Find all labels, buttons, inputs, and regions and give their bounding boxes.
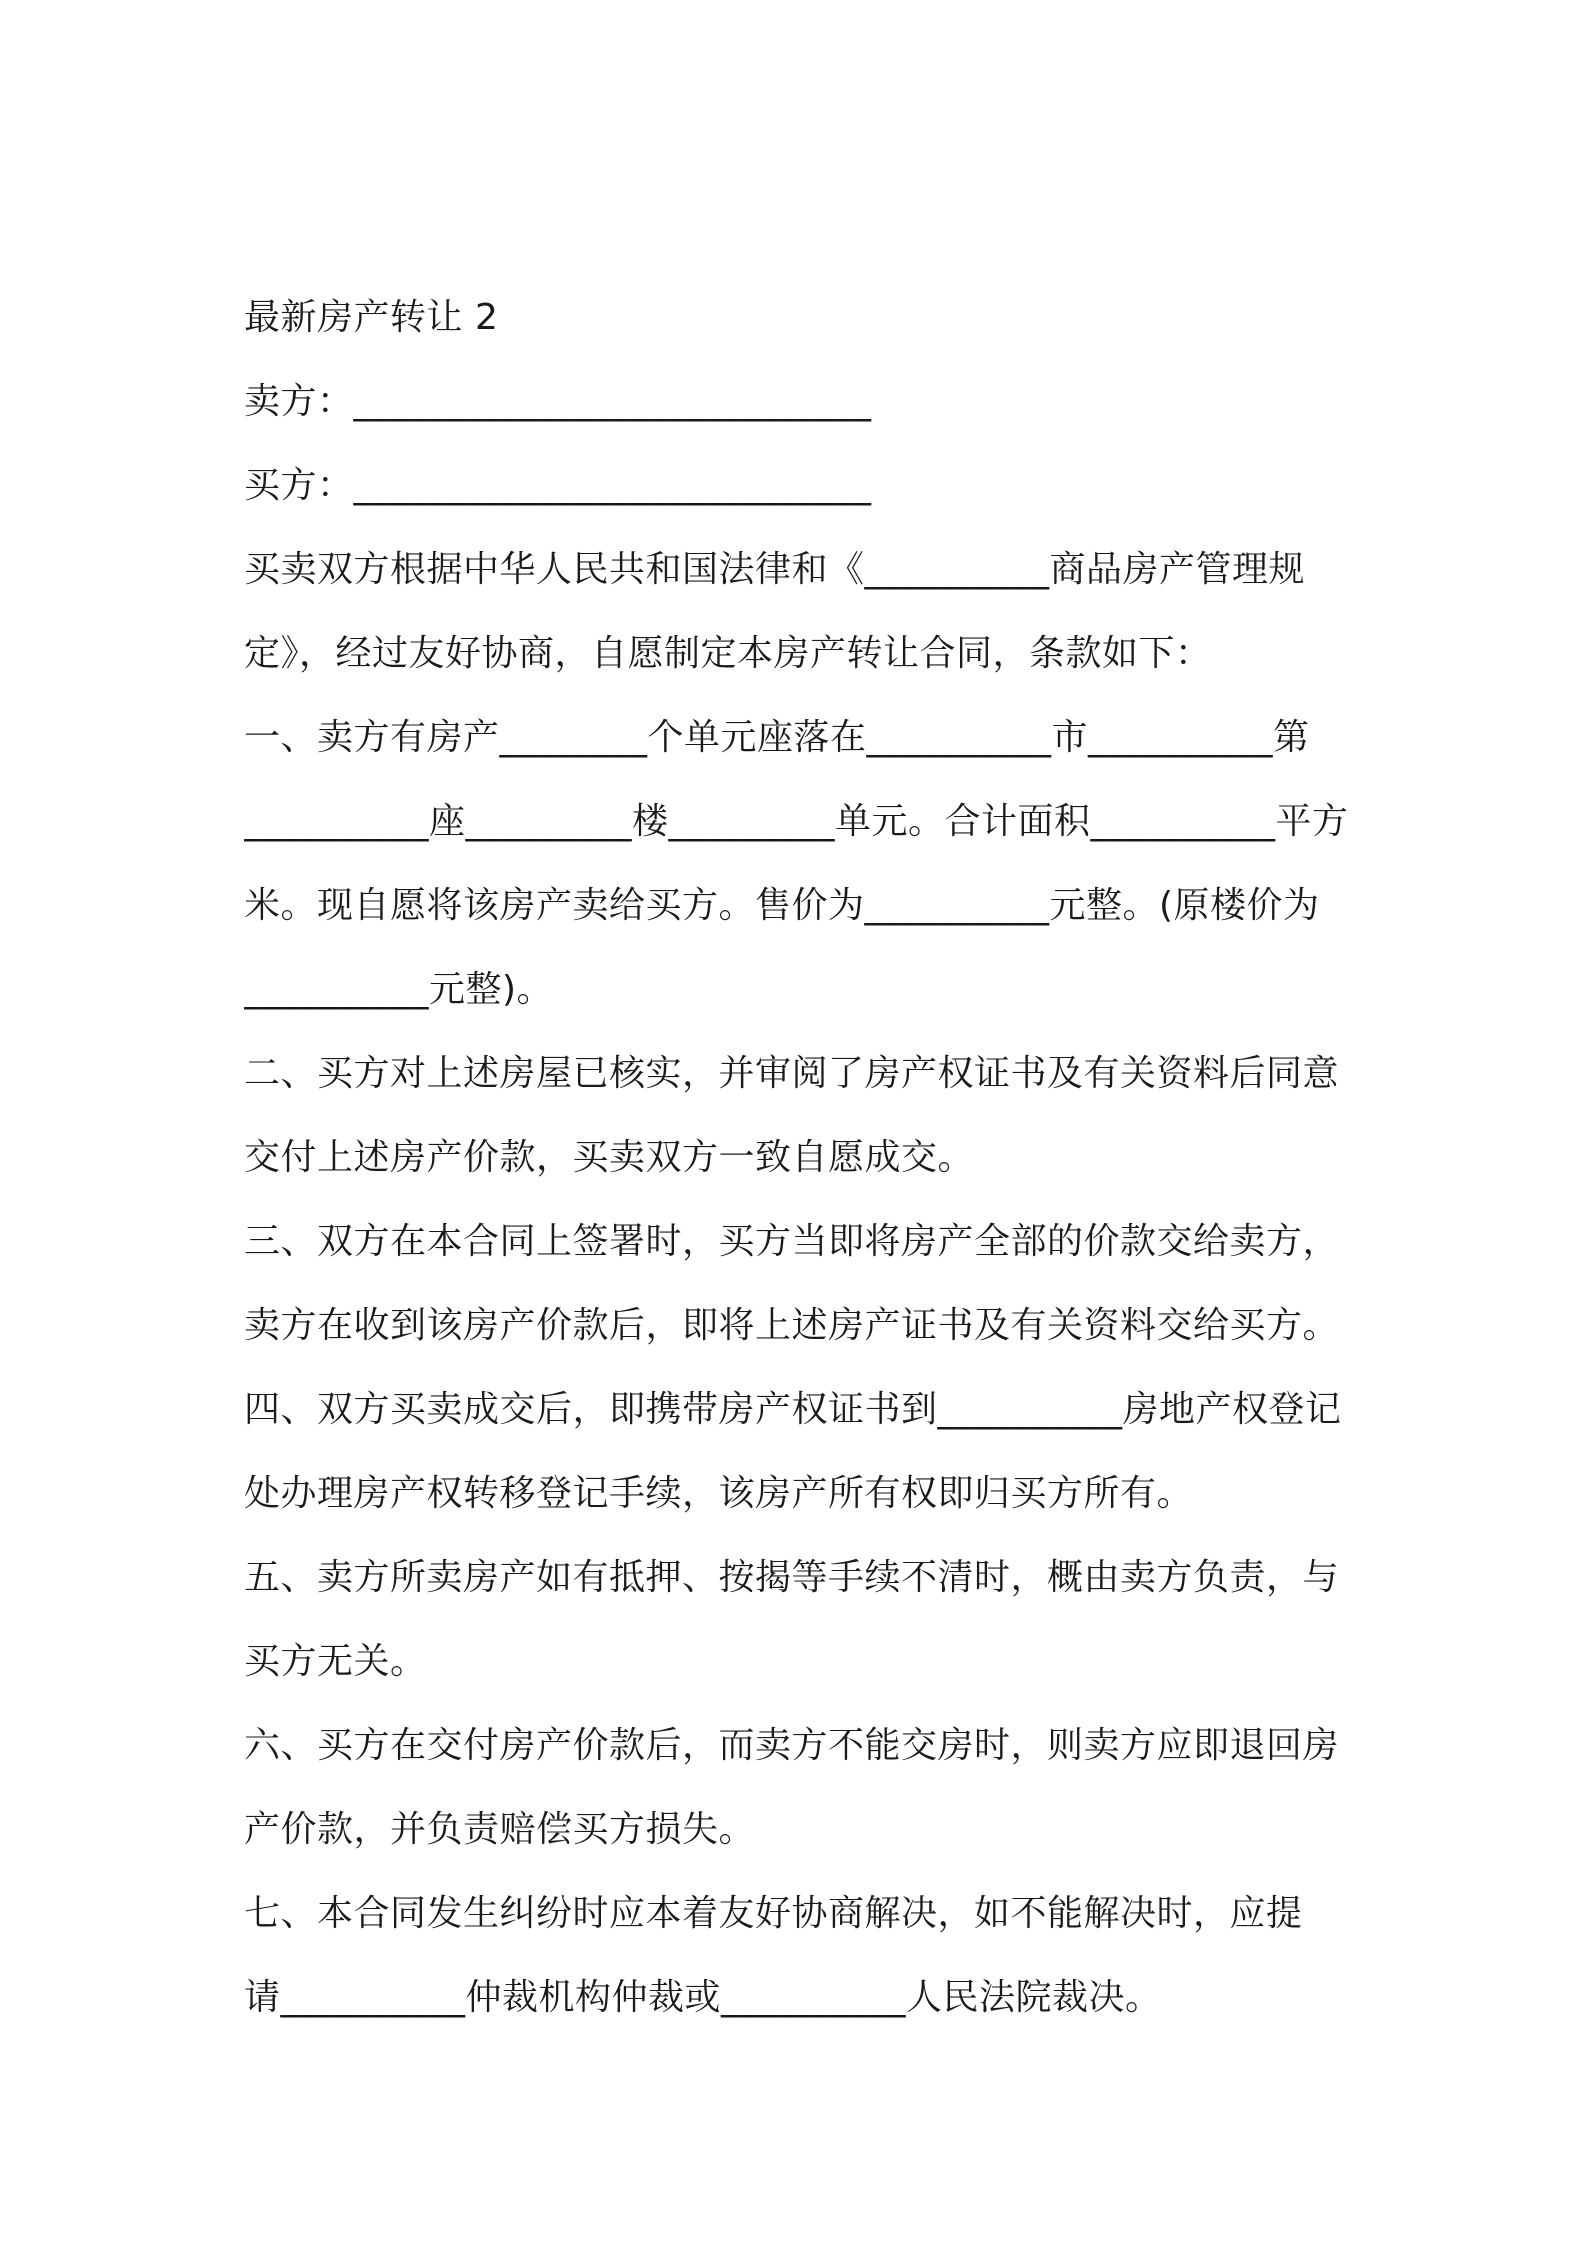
clause-3-line-2: 卖方在收到该房产价款后，即将上述房产证书及有关资料交给买方。 [244, 1305, 1340, 1346]
clause-6-line-1: 六、买方在交付房产价款后，而卖方不能交房时，则卖方应即退回房 [244, 1725, 1340, 1766]
seller-line: 卖方：____________________________ [244, 381, 872, 422]
clause-7-line-1: 七、本合同发生纠纷时应本着友好协商解决，如不能解决时，应提 [244, 1893, 1303, 1934]
buyer-line: 买方：____________________________ [244, 465, 872, 506]
clause-1-line-3: 米。现自愿将该房产卖给买方。售价为__________元整。(原楼价为 [244, 885, 1320, 926]
clause-1-line-4: __________元整)。 [244, 969, 554, 1010]
clause-3-line-1: 三、双方在本合同上签署时，买方当即将房产全部的价款交给卖方， [244, 1221, 1340, 1262]
document-title: 最新房产转让 2 [244, 297, 499, 338]
clause-7-line-2: 请__________仲裁机构仲裁或__________人民法院裁决。 [244, 1977, 1162, 2018]
preamble-line-1: 买卖双方根据中华人民共和国法律和《__________商品房产管理规 [244, 549, 1306, 590]
clause-1-line-2: __________座_________楼_________单元。合计面积__________平方 [244, 801, 1349, 842]
clause-5-line-1: 五、卖方所卖房产如有抵押、按揭等手续不清时，概由卖方负责，与 [244, 1557, 1340, 1598]
clause-2-line-2: 交付上述房产价款，买卖双方一致自愿成交。 [244, 1137, 975, 1178]
clause-4-line-1: 四、双方买卖成交后，即携带房产权证书到__________房地产权登记 [244, 1389, 1342, 1430]
preamble-line-2: 定》，经过友好协商，自愿制定本房产转让合同，条款如下： [244, 633, 1212, 674]
clause-6-line-2: 产价款，并负责赔偿买方损失。 [244, 1809, 756, 1850]
clause-2-line-1: 二、买方对上述房屋已核实，并审阅了房产权证书及有关资料后同意 [244, 1053, 1340, 1094]
clause-1-line-1: 一、卖方有房产________个单元座落在__________市__________第 [244, 717, 1310, 758]
clause-4-line-2: 处办理房产权转移登记手续，该房产所有权即归买方所有。 [244, 1473, 1194, 1514]
clause-5-line-2: 买方无关。 [244, 1641, 427, 1682]
document-body [244, 276, 1364, 2040]
